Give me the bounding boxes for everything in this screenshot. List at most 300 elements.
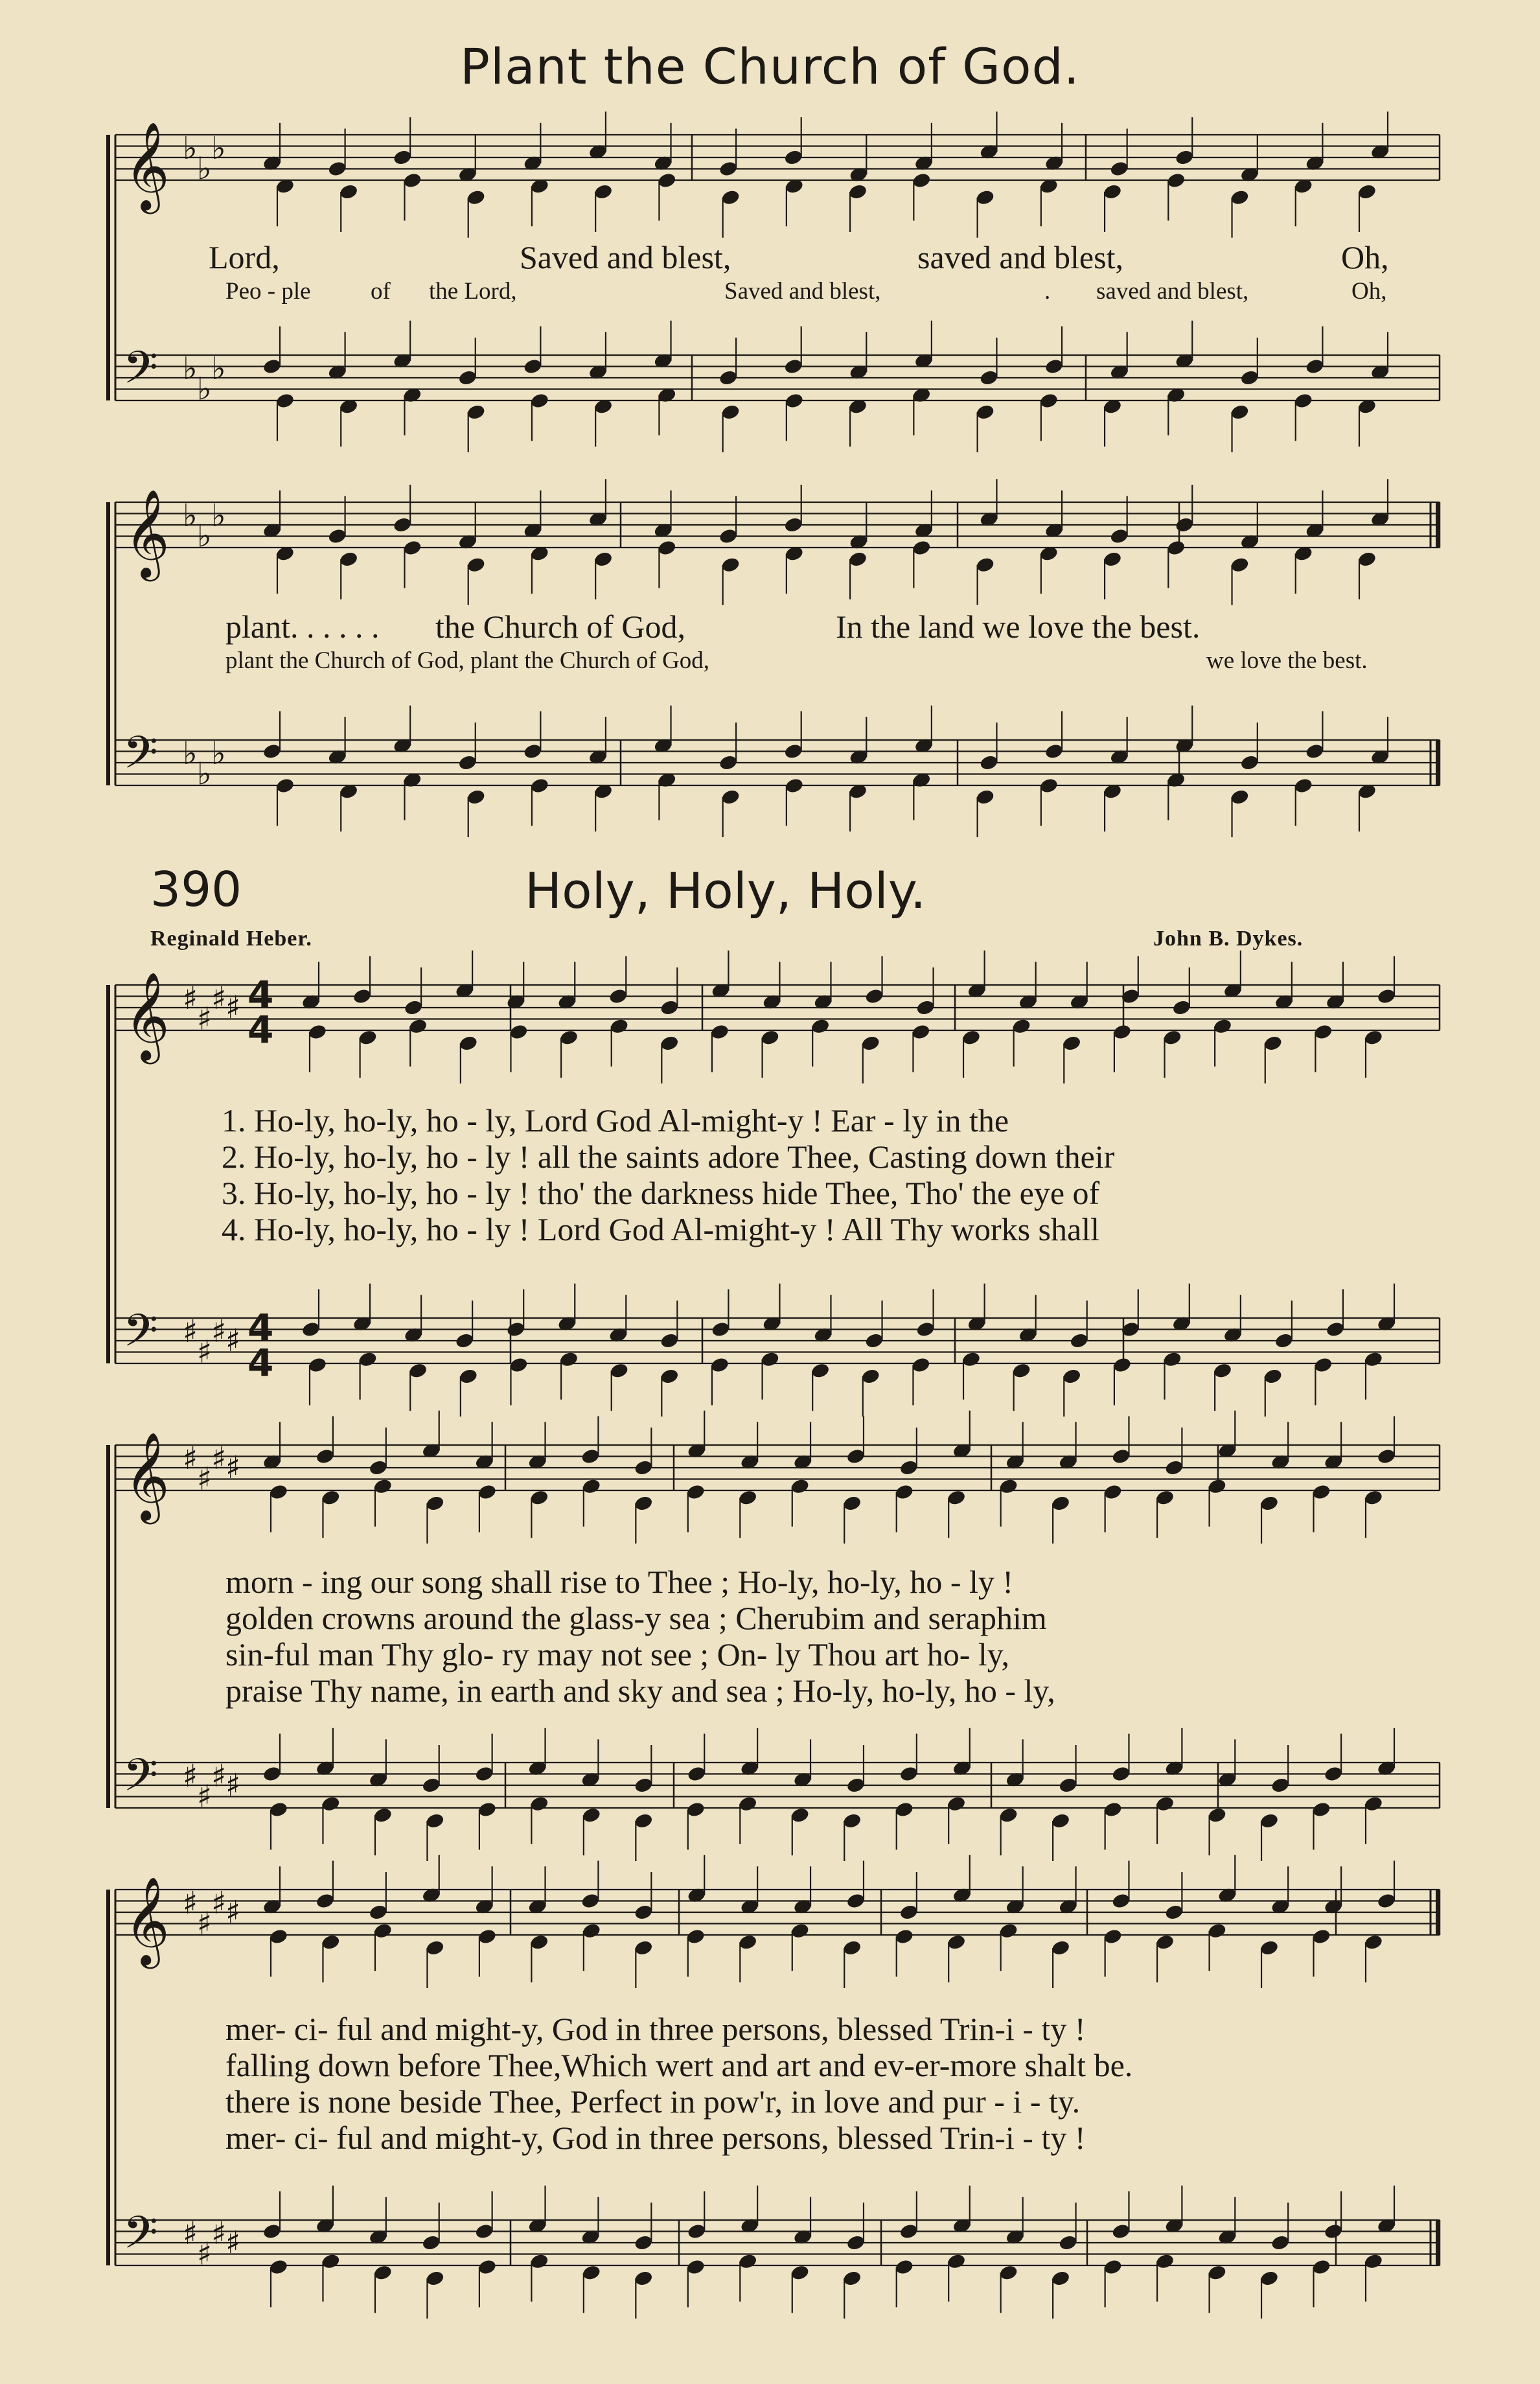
note-head <box>848 551 868 568</box>
note-head <box>709 1023 730 1041</box>
note-head <box>1112 1356 1132 1374</box>
note-head <box>1230 189 1250 206</box>
note-head <box>321 1795 341 1812</box>
note-head <box>1313 1356 1333 1374</box>
note-head <box>425 1812 445 1830</box>
note-head <box>1164 1459 1184 1477</box>
note-head <box>474 2223 494 2240</box>
note-head <box>961 1350 982 1368</box>
note-head <box>1263 1368 1283 1385</box>
note-head <box>845 1448 866 1465</box>
note-head <box>1039 777 1059 794</box>
note-head <box>1155 1489 1175 1507</box>
note-head <box>609 1362 629 1380</box>
note-head <box>529 1934 549 1951</box>
sharp-sign: ♯ <box>225 989 241 1026</box>
note-head <box>609 1017 629 1035</box>
sharp-sign: ♯ <box>183 1441 198 1477</box>
note-head <box>790 1477 810 1495</box>
bass-clef: 𝄢 <box>123 341 159 405</box>
flat-sign: ♭ <box>197 150 212 187</box>
note-head <box>657 539 677 557</box>
note-head <box>784 777 804 794</box>
sharp-sign: ♯ <box>211 2216 227 2252</box>
note-head <box>720 789 741 806</box>
note-head <box>474 1765 494 1783</box>
note-head <box>1324 1765 1344 1783</box>
flat-sign: ♭ <box>197 518 212 555</box>
system-bracket <box>106 1890 110 2265</box>
note-head <box>657 172 677 189</box>
note-head <box>275 392 295 410</box>
note-head <box>269 1801 289 1818</box>
note-head <box>1230 789 1250 806</box>
note-head <box>581 1922 601 1939</box>
note-head <box>509 1023 529 1041</box>
note-head <box>894 1928 914 1945</box>
note-head <box>1259 1495 1280 1512</box>
note-head <box>352 988 373 1005</box>
note-head <box>373 1477 393 1495</box>
note-head <box>402 539 422 557</box>
note-head <box>593 551 614 568</box>
time-signature-bottom: 4 <box>247 1008 274 1052</box>
note-head <box>783 358 803 375</box>
note-head <box>301 1321 321 1338</box>
note-head <box>581 1477 601 1495</box>
note-head <box>1311 1928 1331 1945</box>
note-head <box>339 183 359 201</box>
note-head <box>1111 1448 1131 1465</box>
note-head <box>685 1928 706 1945</box>
note-head <box>634 1459 654 1477</box>
system-bracket <box>106 985 110 1363</box>
note-head <box>466 189 486 206</box>
note-head <box>1293 392 1313 410</box>
note-head <box>1230 404 1250 421</box>
treble-clef: 𝄞 <box>124 1875 170 1965</box>
note-head <box>1166 172 1186 189</box>
note-head <box>1103 1801 1123 1818</box>
note-head <box>581 1807 601 1824</box>
note-head <box>1207 1807 1227 1824</box>
flat-sign: ♭ <box>197 756 212 793</box>
note-head <box>915 1321 936 1338</box>
note-head <box>425 1495 445 1512</box>
sharp-sign: ♯ <box>211 1314 227 1350</box>
note-head <box>262 2223 282 2240</box>
note-head <box>685 1801 706 1818</box>
note-head <box>718 160 739 178</box>
final-barline <box>1436 740 1440 785</box>
note-head <box>1364 1934 1384 1951</box>
note-head <box>784 392 804 410</box>
note-head <box>947 2252 967 2270</box>
note-head <box>523 743 543 760</box>
bass-clef: 𝄢 <box>123 1304 159 1368</box>
note-head <box>1058 1777 1078 1794</box>
verse-line: mer- ci- ful and might-y, God in three persons, blessed Trin-i - ty ! <box>225 2120 1086 2156</box>
note-head <box>529 1489 549 1507</box>
note-head <box>1377 1448 1397 1465</box>
note-head <box>1239 369 1259 387</box>
note-head <box>1259 2270 1280 2287</box>
sharp-sign: ♯ <box>183 1885 198 1921</box>
note-head <box>1171 999 1191 1017</box>
note-head <box>559 1350 579 1368</box>
note-head <box>947 1795 967 1812</box>
note-head <box>1377 1892 1397 1910</box>
note-head <box>1364 1795 1384 1812</box>
note-head <box>1062 1035 1082 1052</box>
note-head <box>1230 556 1250 573</box>
treble-clef: 𝄞 <box>124 121 170 210</box>
note-head <box>998 2264 1018 2282</box>
sharp-sign: ♯ <box>197 1334 213 1371</box>
note-head <box>1270 1777 1291 1794</box>
note-head <box>1313 1023 1333 1041</box>
note-head <box>720 404 741 421</box>
note-head <box>899 1765 919 1783</box>
note-head <box>760 1350 780 1368</box>
note-head <box>709 1356 730 1374</box>
note-head <box>1259 1939 1280 1957</box>
note-head <box>1058 2234 1078 2252</box>
note-head <box>1311 2258 1331 2276</box>
note-head <box>529 777 549 794</box>
note-head <box>466 556 486 573</box>
note-head <box>457 369 477 387</box>
sharp-sign: ♯ <box>197 2236 213 2273</box>
note-head <box>911 1356 931 1374</box>
note-head <box>790 1807 810 1824</box>
flat-sign: ♭ <box>211 498 226 534</box>
note-head <box>1051 2270 1071 2287</box>
note-head <box>718 754 739 772</box>
note-head <box>899 2223 919 2240</box>
flat-sign: ♭ <box>183 498 198 534</box>
note-head <box>262 1765 282 1783</box>
note-head <box>845 2234 866 2252</box>
hymn-title: Holy, Holy, Holy. <box>525 862 926 920</box>
note-head <box>845 1892 866 1910</box>
note-head <box>393 149 413 167</box>
note-head <box>477 2258 497 2276</box>
note-head <box>1364 1489 1384 1507</box>
note-head <box>1103 1483 1123 1501</box>
note-head <box>848 183 868 201</box>
note-head <box>509 1356 529 1374</box>
lyric-bass: saved and blest, <box>1096 278 1249 305</box>
note-head <box>998 1922 1018 1939</box>
note-head <box>421 2234 441 2252</box>
note-head <box>529 1795 549 1812</box>
note-head <box>1162 1029 1182 1047</box>
lyric-bass: Oh, <box>1351 278 1387 305</box>
note-head <box>1103 1928 1123 1945</box>
note-head <box>738 1934 758 1951</box>
note-head <box>912 172 932 189</box>
sharp-sign: ♯ <box>225 1323 241 1359</box>
note-head <box>760 1029 780 1047</box>
note-head <box>1311 1801 1331 1818</box>
note-head <box>860 1035 880 1052</box>
verse-line: mer- ci- ful and might-y, God in three persons, blessed Trin-i - ty ! <box>225 2011 1086 2047</box>
note-head <box>979 754 999 772</box>
note-head <box>738 2252 758 2270</box>
note-head <box>477 1801 497 1818</box>
final-barline <box>1436 1890 1440 1935</box>
note-head <box>321 1934 341 1951</box>
flat-sign: ♭ <box>197 371 212 408</box>
note-head <box>1166 539 1186 557</box>
note-head <box>477 1483 497 1501</box>
note-head <box>998 1807 1018 1824</box>
note-head <box>975 789 995 806</box>
flat-sign: ♭ <box>211 735 226 772</box>
note-head <box>685 2258 706 2276</box>
note-head <box>1051 1495 1071 1512</box>
note-head <box>1044 358 1064 375</box>
system-bracket <box>106 135 110 400</box>
sharp-sign: ♯ <box>225 2225 241 2261</box>
note-head <box>975 404 995 421</box>
final-barline <box>1436 502 1440 548</box>
note-head <box>1062 1368 1082 1385</box>
note-head <box>339 551 359 568</box>
note-head <box>947 1934 967 1951</box>
note-head <box>327 527 347 545</box>
note-head <box>975 189 995 206</box>
verse-line: 2. Ho-ly, ho-ly, ho - ly ! all the saints adore Thee, Casting down their <box>222 1139 1115 1175</box>
note-head <box>842 2270 862 2287</box>
lyric-melody: the Church of God, <box>435 608 686 645</box>
note-head <box>947 1489 967 1507</box>
note-head <box>1051 1812 1071 1830</box>
note-head <box>1239 754 1259 772</box>
system-bracket <box>106 1445 110 1808</box>
note-head <box>1213 1362 1233 1380</box>
treble-clef: 𝄞 <box>124 971 170 1060</box>
note-head <box>1364 2252 1384 2270</box>
note-head <box>634 1812 654 1830</box>
note-head <box>845 1777 866 1794</box>
note-head <box>979 369 999 387</box>
note-head <box>368 1904 388 1921</box>
note-head <box>262 358 282 375</box>
note-head <box>864 988 884 1005</box>
note-head <box>720 189 741 206</box>
note-head <box>842 1495 862 1512</box>
note-head <box>1325 1321 1345 1338</box>
note-head <box>1011 1362 1031 1380</box>
sharp-sign: ♯ <box>197 1905 213 1942</box>
note-head <box>660 1368 680 1385</box>
note-head <box>425 1939 445 1957</box>
sharp-sign: ♯ <box>225 1450 241 1486</box>
note-head <box>790 1922 810 1939</box>
note-head <box>687 1765 707 1783</box>
note-head <box>894 1483 914 1501</box>
note-head <box>660 999 680 1017</box>
note-head <box>894 2258 914 2276</box>
final-barline <box>1436 2220 1440 2265</box>
note-head <box>961 1029 982 1047</box>
note-head <box>529 2252 549 2270</box>
note-head <box>1305 358 1325 375</box>
note-head <box>1011 1017 1031 1035</box>
note-head <box>373 1922 393 1939</box>
time-signature-top: 4 <box>247 1306 274 1350</box>
note-head <box>458 1368 478 1385</box>
lyric-bass: Saved and blest, <box>724 278 881 305</box>
note-head <box>408 1017 428 1035</box>
note-head <box>634 1495 654 1512</box>
note-head <box>1364 1029 1384 1047</box>
note-head <box>593 183 614 201</box>
note-head <box>466 789 486 806</box>
note-head <box>1305 743 1325 760</box>
note-head <box>580 1892 601 1910</box>
note-head <box>523 358 543 375</box>
note-head <box>911 1023 931 1041</box>
note-head <box>455 1332 475 1350</box>
note-head <box>894 1801 914 1818</box>
note-head <box>1364 1350 1384 1368</box>
sharp-sign: ♯ <box>183 1758 198 1794</box>
note-head <box>1112 1023 1132 1041</box>
note-head <box>685 1483 706 1501</box>
sharp-sign: ♯ <box>183 1314 198 1350</box>
sharp-sign: ♯ <box>183 980 198 1017</box>
note-head <box>810 1362 831 1380</box>
note-head <box>559 1029 579 1047</box>
note-head <box>842 1812 862 1830</box>
note-head <box>358 1029 378 1047</box>
note-head <box>1274 1332 1294 1350</box>
note-head <box>634 1904 654 1921</box>
bass-clef: 𝄢 <box>123 726 159 790</box>
note-head <box>810 1017 831 1035</box>
verse-line: 1. Ho-ly, ho-ly, ho - ly, Lord God Al-might-y ! Ear - ly in the <box>222 1102 1009 1139</box>
note-head <box>1103 183 1123 201</box>
note-head <box>634 2234 654 2252</box>
note-head <box>1357 551 1377 568</box>
note-head <box>373 1807 393 1824</box>
note-head <box>269 1483 289 1501</box>
note-head <box>393 516 413 534</box>
note-head <box>321 2252 341 2270</box>
note-head <box>1207 2264 1227 2282</box>
note-head <box>1111 2223 1131 2240</box>
verse-line: there is none beside Thee, Perfect in pow'r, in love and pur - i - ty. <box>225 2083 1081 2120</box>
sharp-sign: ♯ <box>183 2216 198 2252</box>
note-head <box>1207 1922 1227 1939</box>
note-head <box>790 2264 810 2282</box>
flat-sign: ♭ <box>183 130 198 167</box>
note-head <box>1164 1904 1184 1921</box>
note-head <box>580 1448 601 1465</box>
note-head <box>634 1939 654 1957</box>
lyric-bass: plant the Church of God, plant the Church of God, <box>225 647 710 674</box>
note-head <box>687 2223 707 2240</box>
note-head <box>738 1489 758 1507</box>
note-head <box>1175 516 1195 534</box>
lyric-bass: we love the best. <box>1206 647 1368 674</box>
note-head <box>1270 2234 1291 2252</box>
note-head <box>718 369 739 387</box>
note-head <box>998 1477 1018 1495</box>
verse-line: 4. Ho-ly, ho-ly, ho - ly ! Lord God Al-might-y ! All Thy works shall <box>222 1211 1099 1247</box>
note-head <box>1103 551 1123 568</box>
sharp-sign: ♯ <box>211 1758 227 1794</box>
note-head <box>915 999 936 1017</box>
note-head <box>1162 1350 1182 1368</box>
note-head <box>1155 1934 1175 1951</box>
note-head <box>581 2264 601 2282</box>
note-head <box>1069 1332 1089 1350</box>
note-head <box>783 516 803 534</box>
note-head <box>1111 1892 1131 1910</box>
flat-sign: ♭ <box>183 735 198 772</box>
note-head <box>783 149 803 167</box>
note-head <box>1259 1812 1280 1830</box>
verse-line: sin-ful man Thy glo- ry may not see ; On- ly Thou art ho- ly, <box>225 1636 1009 1672</box>
hymn-number: 390 <box>150 862 242 918</box>
time-signature-top: 4 <box>247 973 274 1017</box>
note-head <box>275 777 295 794</box>
note-head <box>421 1777 441 1794</box>
note-head <box>860 1368 880 1385</box>
note-head <box>975 556 995 573</box>
note-head <box>402 172 422 189</box>
note-head <box>269 1928 289 1945</box>
note-head <box>899 1904 919 1921</box>
sharp-sign: ♯ <box>197 1461 213 1498</box>
note-head <box>315 1448 335 1465</box>
verse-line: falling down before Thee,Which wert and art and ev-er-more shalt be. <box>225 2047 1133 2083</box>
note-head <box>1357 183 1377 201</box>
verse-line: golden crowns around the glass-y sea ; Cherubim and seraphim <box>225 1600 1047 1636</box>
note-head <box>308 1023 328 1041</box>
note-head <box>1311 1483 1331 1501</box>
composer-credit: John B. Dykes. <box>1153 927 1304 951</box>
treble-clef: 𝄞 <box>124 488 170 577</box>
verse-line: 3. Ho-ly, ho-ly, ho - ly ! tho' the darkness hide Thee, Tho' the eye of <box>222 1175 1100 1211</box>
note-head <box>1051 1939 1071 1957</box>
note-head <box>404 999 424 1017</box>
sharp-sign: ♯ <box>211 1885 227 1921</box>
lyric-bass: the Lord, <box>429 278 517 305</box>
note-head <box>660 1035 680 1052</box>
note-head <box>864 1332 884 1350</box>
note-head <box>634 1777 654 1794</box>
note-head <box>262 743 282 760</box>
note-head <box>327 160 347 178</box>
bass-clef: 𝄢 <box>123 1748 159 1812</box>
note-head <box>608 988 628 1005</box>
lyric-bass: Peo - ple <box>225 278 311 305</box>
note-head <box>1213 1017 1233 1035</box>
note-head <box>899 1459 919 1477</box>
note-head <box>720 556 741 573</box>
note-head <box>634 2270 654 2287</box>
lyric-melody: plant. . . . . . <box>225 608 380 645</box>
note-head <box>408 1362 428 1380</box>
lyric-bass: . <box>1044 278 1051 305</box>
note-head <box>718 527 739 545</box>
note-head <box>1109 527 1129 545</box>
